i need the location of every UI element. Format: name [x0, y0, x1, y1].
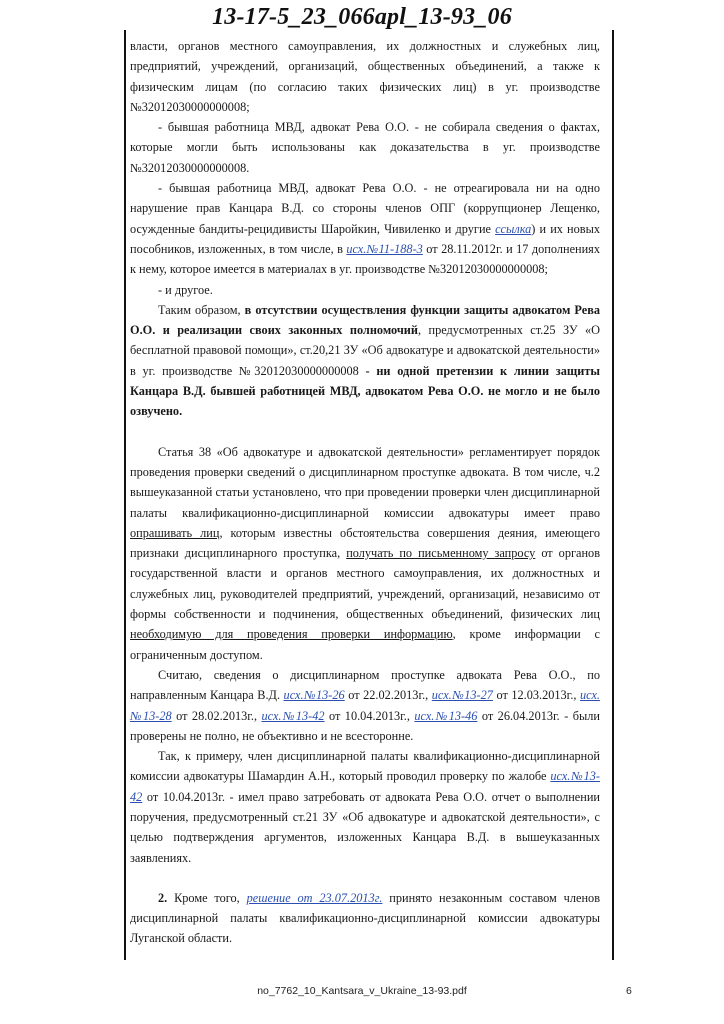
- paragraph-6: [130, 442, 600, 665]
- paragraph-9-text-1: Кроме того,: [167, 890, 247, 905]
- paragraph-5-bold-2: - ни одной претензии к линии защиты Канцара В.Д. бывшей работницей МВД, адвокатом Рева О.О. не могло и не было озвучено.: [130, 363, 600, 419]
- paragraph-7-text-5: от 10.04.2013г.,: [324, 708, 415, 723]
- paragraph-7-text-4: от 28.02.2013г.,: [171, 708, 262, 723]
- paragraph-7-text-6: от 26.04.2013г. - были проверены не полно, не объективно и не всесторонне.: [130, 708, 600, 743]
- paragraph-6-text-1: Статья 38 «Об адвокатуре и адвокатской деятельности» регламентирует порядок проведения проверки сведений о дисциплинарном проступке адвоката. В том числе, ч.2 вышеуказанной статьи установлено, что при проведении проверки член дисциплинарной палаты квалификационно-дисциплинарной комиссии адвокатуры имеет право: [130, 444, 600, 520]
- paragraph-5-text-2: , предусмотренных ст.25 ЗУ «О бесплатной правовой помощи», ст.20,21 ЗУ «Об адвокатуре и адвокатской деятельности» в уг. производстве №32012030000000008: [130, 323, 600, 378]
- paragraph-3: [130, 178, 600, 279]
- paragraph-3-text-1: - бывшая работница МВД, адвокат Рева О.О. - не отреагировала ни на одно нарушение прав Канцара В.Д. со стороны членов ОПГ (коррупционер Лещенко, осужденные бандиты-рецидивисты Шаройкин, Чивиленко и другие: [130, 181, 600, 236]
- paragraph-7-text-1: Считаю, сведения о дисциплинарном проступке адвоката Рева О.О., по направленным Канцара В.Д.: [130, 667, 600, 703]
- paragraph-7-text-3: от 12.03.2013г.,: [492, 688, 581, 703]
- paragraph-3-text-2: ) и их новых пособников, изложенных, в том числе, в: [130, 221, 600, 256]
- paragraph-9: [130, 888, 600, 949]
- paragraph-9-text-2: принято незаконным составом членов дисциплинарной палаты квалификационно-дисциплинарной комиссии адвокатуры Луганской области.: [130, 890, 600, 946]
- paragraph-2: - бывшая работница МВД, адвокат Рева О.О. - не собирала сведения о фактах, которые могли быть использованы как доказательства в уг. производстве №32012030000000008.: [130, 120, 600, 175]
- link-ref-13-42-complaint[interactable]: исх.№13-42: [130, 769, 600, 804]
- link-ref-13-42[interactable]: исх.№13-42: [261, 708, 325, 723]
- link-decision-23-07-2013[interactable]: решение от 23.07.2013г.: [246, 890, 383, 905]
- paragraph-4: - и другое.: [158, 282, 213, 297]
- paragraph-6-text-2: , которым известны обстоятельства совершения деяния, имеющего признаки дисциплинарного проступка,: [130, 525, 601, 561]
- paragraph-7: [130, 665, 600, 746]
- link-reference[interactable]: ссылка: [495, 221, 532, 236]
- link-ref-13-26[interactable]: исх.№13-26: [283, 688, 345, 703]
- link-ref-13-46[interactable]: исх.№13-46: [414, 708, 478, 723]
- paragraph-1: власти, органов местного самоуправления, их должностных и служебных лиц, предприятий, учреждений, организаций, общественных объединений, а также к физическим лицам (по согласию таких физических лиц) в уг. производстве №32012030000000008;: [130, 39, 600, 114]
- document-body: [130, 36, 600, 949]
- paragraph-8-text-2: от 10.04.2013г. - имел право затребовать от адвоката Рева О.О. отчет о выполнении поручения, предусмотренный ст.21 ЗУ «Об адвокатуре и адвокатской деятельности», с целью подтверждения аргументов, изложенных Канцара В.Д. в вышеуказанных заявлениях.: [130, 789, 600, 865]
- paragraph-3-text-3: от 28.11.2012г. и 17 дополнениях к нему, которое имеется в материалах в уг. производстве №32012030000000008;: [130, 241, 600, 277]
- link-ref-13-27[interactable]: исх.№13-27: [431, 688, 493, 703]
- paragraph-6-underline-3: необходимую для проведения проверки информацию: [130, 627, 453, 642]
- paragraph-7-text-2: от 22.02.2013г.,: [344, 688, 432, 703]
- link-ref-11-188-3[interactable]: исх.№11-188-3: [346, 241, 423, 256]
- paragraph-8-text-1: Так, к примеру, член дисциплинарной палаты квалификационно-дисциплинарной комиссии адвокатуры Шамардин А.Н., который проводил проверку по жалобе: [130, 749, 600, 784]
- paragraph-5-bold-1: в отсутствии осуществления функции защиты адвокатом Рева О.О. и реализации своих законных полномочий: [130, 302, 600, 338]
- paragraph-6-text-4: , кроме информации с ограниченным доступом.: [130, 627, 600, 662]
- paragraph-5: [130, 300, 600, 422]
- document-header-title: 13-17-5_23_066apl_13-93_06: [212, 4, 512, 30]
- footer-page-number: 6: [626, 985, 632, 997]
- section-number: 2.: [158, 890, 168, 905]
- paragraph-5-text-1: Таким образом,: [158, 302, 245, 317]
- footer-filename: no_7762_10_Kantsara_v_Ukraine_13-93.pdf: [257, 985, 467, 997]
- link-ref-13-28[interactable]: исх.№13-28: [130, 688, 600, 723]
- paragraph-6-text-3: от органов государственной власти и органов местного самоуправления, их должностных и служебных лиц, руководителей предприятий, учреждений, организаций, независимо от формы собственности и подчинения, общественных объединений, физических лиц: [130, 546, 601, 622]
- paragraph-8: [130, 746, 600, 868]
- paragraph-6-underline-1: опрашивать лиц: [130, 525, 220, 540]
- paragraph-6-underline-2: получать по письменному запросу: [346, 546, 536, 561]
